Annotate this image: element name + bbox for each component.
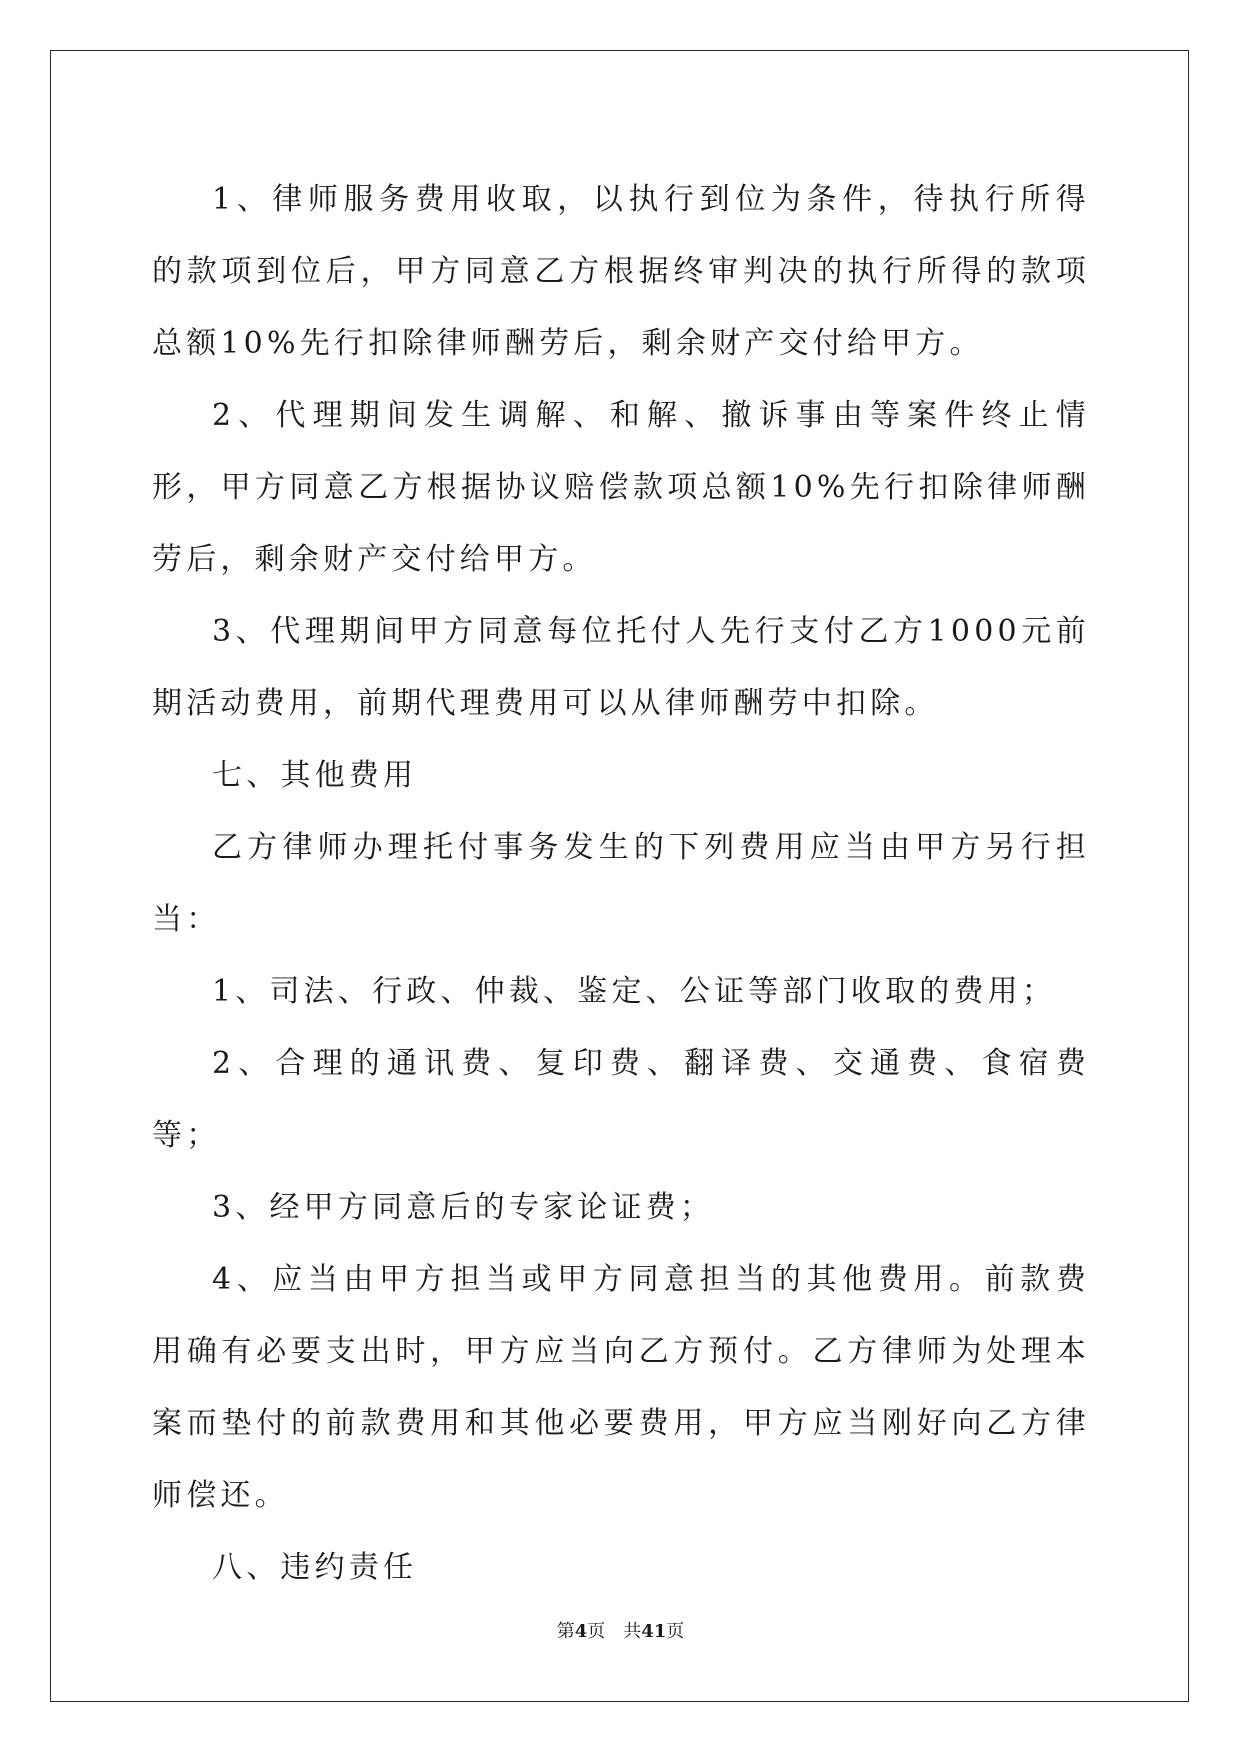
list-item-other-fees: 4、应当由甲方担当或甲方同意担当的其他费用。前款费用确有必要支出时，甲方应当向乙方预付。乙方律师为处理本案而垫付的前款费用和其他必要费用，甲方应当刚好向乙方律师偿还。 [152,1262,1090,1513]
total-prefix: 共 [623,1621,642,1642]
paragraph-fee-collection: 1、律师服务费用收取，以执行到位为条件，待执行所得的款项到位后，甲方同意乙方根据终审判决的执行所得的款项总额10%先行扣除律师酬劳后，剩余财产交付给甲方。 [152,182,1090,361]
section-heading-breach-liability: 八、违约责任 [212,1550,418,1585]
list-item-judicial-fees: 1、司法、行政、仲裁、鉴定、公证等部门收取的费用； [212,974,1057,1009]
page-suffix: 页 [587,1621,606,1642]
page-prefix: 第 [556,1621,575,1642]
paragraph-advance-payment: 3、代理期间甲方同意每位托付人先行支付乙方1000元前期活动费用，前期代理费用可以从律师酬劳中扣除。 [152,614,1090,721]
page-footer [0,1617,1241,1643]
section-heading-other-fees: 七、其他费用 [212,758,418,793]
paragraph-mediation-settlement: 2、代理期间发生调解、和解、撤诉事由等案件终止情形，甲方同意乙方根据协议赔偿款项总额10%先行扣除律师酬劳后，剩余财产交付给甲方。 [152,398,1090,577]
list-item-expert-fees: 3、经甲方同意后的专家论证费； [212,1190,715,1225]
list-item-communication-fees: 2、合理的通讯费、复印费、翻译费、交通费、食宿费等； [152,1046,1090,1153]
total-suffix: 页 [666,1621,685,1642]
document-body [152,164,1090,1604]
page-total-number: 41 [641,1621,667,1642]
paragraph-other-fees-intro: 乙方律师办理托付事务发生的下列费用应当由甲方另行担当： [152,830,1090,937]
page-current-number: 4 [574,1621,588,1642]
